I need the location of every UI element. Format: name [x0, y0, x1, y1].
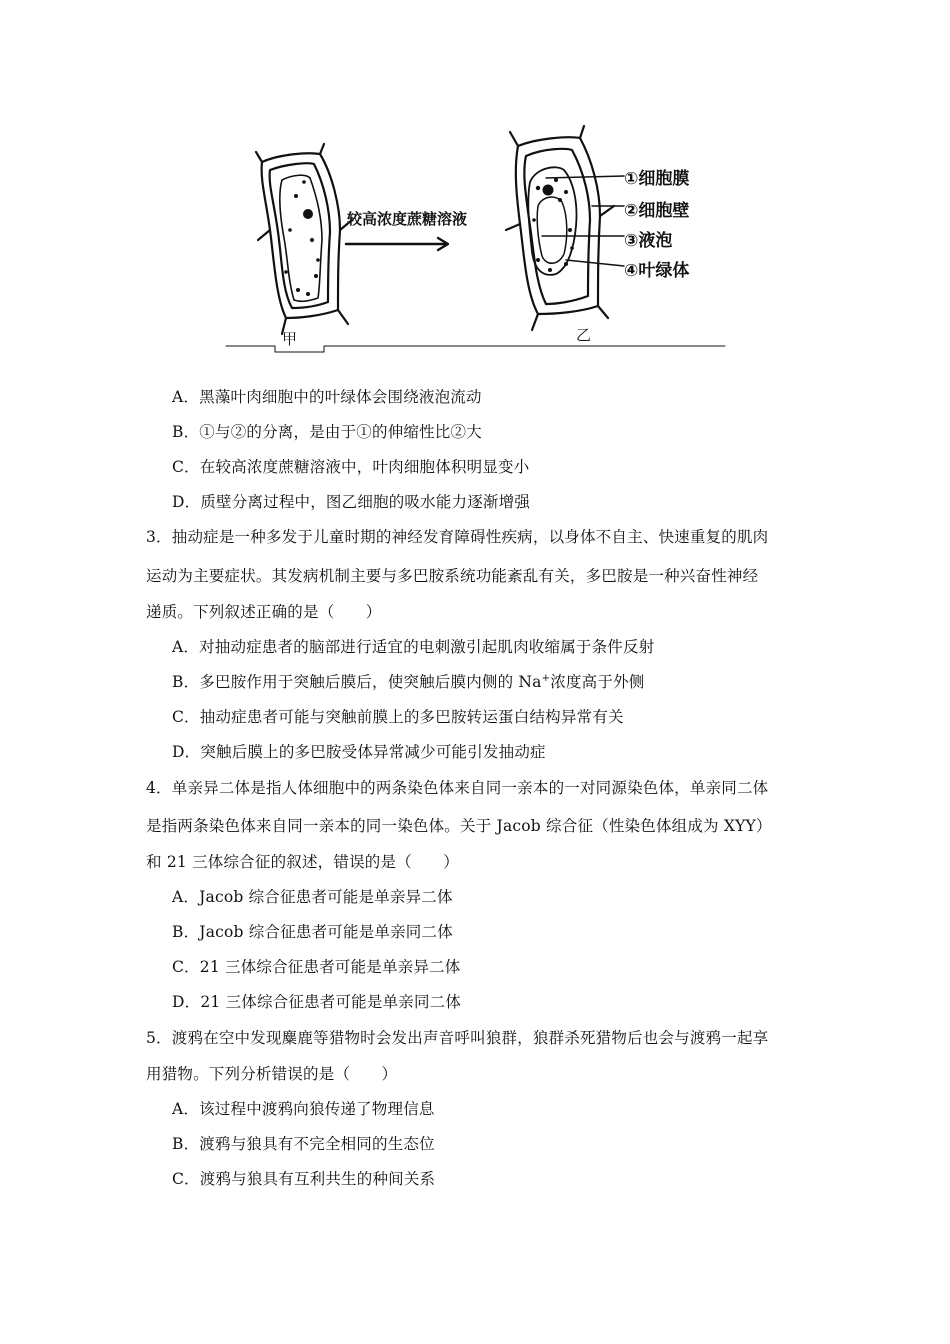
q4-stem-line-1: 4．单亲异二体是指人体细胞中的两条染色体来自同一亲本的一对同源染色体，单亲同二体 [146, 779, 769, 797]
q3-stem-line-1: 3．抽动症是一种多发于儿童时期的神经发育障碍性疾病，以身体不自主、快速重复的肌肉 [146, 528, 769, 546]
q2-option-d: D．质壁分离过程中，图乙细胞的吸水能力逐渐增强 [172, 493, 531, 511]
q3-option-b-superscript: + [541, 673, 551, 684]
caption-cell-b: 乙 [576, 326, 592, 344]
q3-stem-line-3: 递质。下列叙述正确的是（ ） [146, 603, 382, 621]
q2-option-c: C．在较高浓度蔗糖溶液中，叶肉细胞体积明显变小 [172, 458, 530, 476]
q4-stem-line-3: 和 21 三体综合征的叙述，错误的是（ ） [146, 853, 459, 871]
q4-option-b: B．Jacob 综合征患者可能是单亲同二体 [172, 923, 453, 941]
q5-option-a: A．该过程中渡鸦向狼传递了物理信息 [172, 1100, 435, 1118]
q5-stem-line-2: 用猎物。下列分析错误的是（ ） [146, 1065, 398, 1083]
q5-option-c: C．渡鸦与狼具有互利共生的种间关系 [172, 1170, 436, 1188]
q3-option-b-text: B．多巴胺作用于突触后膜后，使突触后膜内侧的 Na [172, 673, 542, 691]
q3-option-c: C．抽动症患者可能与突触前膜上的多巴胺转运蛋白结构异常有关 [172, 708, 624, 726]
q2-option-a: A．黑藻叶肉细胞中的叶绿体会围绕液泡流动 [172, 388, 482, 406]
q4-option-a: A．Jacob 综合征患者可能是单亲异二体 [172, 888, 453, 906]
q4-option-c: C．21 三体综合征患者可能是单亲异二体 [172, 958, 461, 976]
q4-stem-line-2: 是指两条染色体来自同一亲本的同一染色体。关于 Jacob 综合征（性染色体组成为 XYY） [146, 817, 772, 835]
q3-option-b [172, 670, 644, 692]
q5-option-b: B．渡鸦与狼具有不完全相同的生态位 [172, 1135, 435, 1153]
plasmolysis-figure [220, 120, 730, 360]
q5-stem-line-1: 5．渡鸦在空中发现麋鹿等猎物时会发出声音呼叫狼群，狼群杀死猎物后也会与渡鸦一起享 [146, 1029, 769, 1047]
q3-option-d: D．突触后膜上的多巴胺受体异常减少可能引发抽动症 [172, 743, 546, 761]
q3-option-a: A．对抽动症患者的脑部进行适宜的电刺激引起肌肉收缩属于条件反射 [172, 638, 655, 656]
q2-option-b: B．①与②的分离，是由于①的伸缩性比②大 [172, 423, 482, 441]
q3-stem-line-2: 运动为主要症状。其发病机制主要与多巴胺系统功能紊乱有关，多巴胺是一种兴奋性神经 [146, 567, 759, 585]
q4-option-d: D．21 三体综合征患者可能是单亲同二体 [172, 993, 462, 1011]
label-vacuole: ③液泡 [624, 231, 673, 251]
label-membrane: ①细胞膜 [624, 169, 690, 189]
label-wall: ②细胞壁 [624, 201, 690, 221]
caption-cell-a: 甲 [282, 330, 298, 348]
arrow-label: 较高浓度蔗糖溶液 [347, 210, 468, 228]
label-chloroplast: ④叶绿体 [624, 261, 690, 281]
q3-option-b-text-end: 浓度高于外侧 [550, 673, 645, 691]
